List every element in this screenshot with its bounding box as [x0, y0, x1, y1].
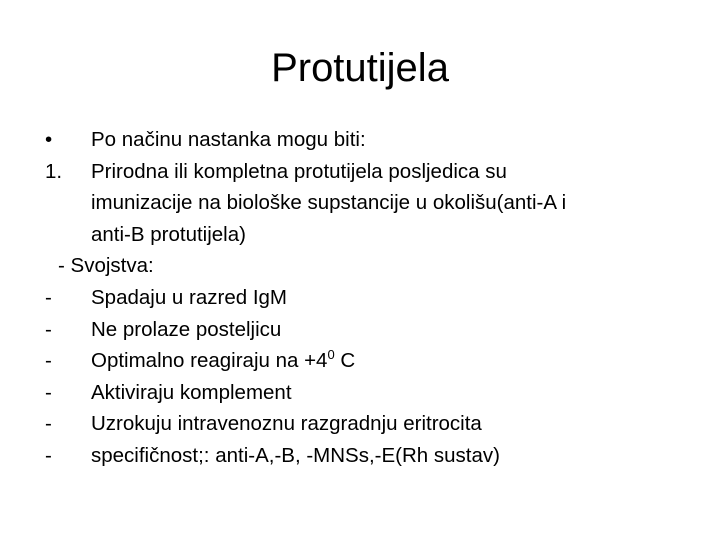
dash-marker: -	[45, 412, 52, 436]
property-text: specifičnost;: anti-A,-B, -MNSs,-E(Rh sustav)	[91, 443, 500, 467]
numbered-item-line-1	[0, 156, 720, 188]
property-line	[0, 282, 720, 314]
numbered-item-text-3: anti-B protutijela)	[91, 222, 246, 246]
numbered-marker: 1.	[45, 159, 63, 183]
property-line	[0, 440, 720, 472]
property-text: Aktiviraju komplement	[91, 380, 292, 404]
property-text: Uzrokuju intravenoznu razgradnju eritrocita	[91, 412, 482, 436]
bullet-line	[0, 124, 720, 156]
numbered-item-line-2	[0, 187, 720, 219]
dash-marker: -	[45, 349, 52, 373]
dash-marker: -	[45, 443, 52, 467]
slide-content	[0, 124, 720, 472]
property-text: Ne prolaze posteljicu	[91, 317, 282, 341]
bullet-marker: •	[45, 128, 53, 151]
property-text	[91, 345, 355, 377]
slide-title: Protutijela	[271, 46, 449, 90]
property-text-main: Optimalno reagiraju na +4	[91, 349, 328, 373]
property-text-unit: C	[334, 349, 356, 373]
property-line	[0, 345, 720, 377]
property-line	[0, 408, 720, 440]
numbered-item-text-2: imunizacije na biološke supstancije u okolišu(anti-A i	[91, 191, 567, 215]
property-line	[0, 377, 720, 409]
dash-marker: -	[45, 285, 52, 309]
dash-marker: -	[45, 380, 52, 404]
numbered-item-text-1: Prirodna ili kompletna protutijela posljedica su	[91, 159, 507, 183]
properties-heading: - Svojstva:	[58, 254, 154, 278]
bullet-text: Po načinu nastanka mogu biti:	[91, 128, 366, 151]
properties-heading-line	[0, 250, 720, 282]
property-text: Spadaju u razred IgM	[91, 285, 288, 309]
numbered-item-line-3	[0, 219, 720, 251]
property-line	[0, 314, 720, 346]
degree-superscript: 0	[327, 347, 335, 363]
dash-marker: -	[45, 317, 52, 341]
